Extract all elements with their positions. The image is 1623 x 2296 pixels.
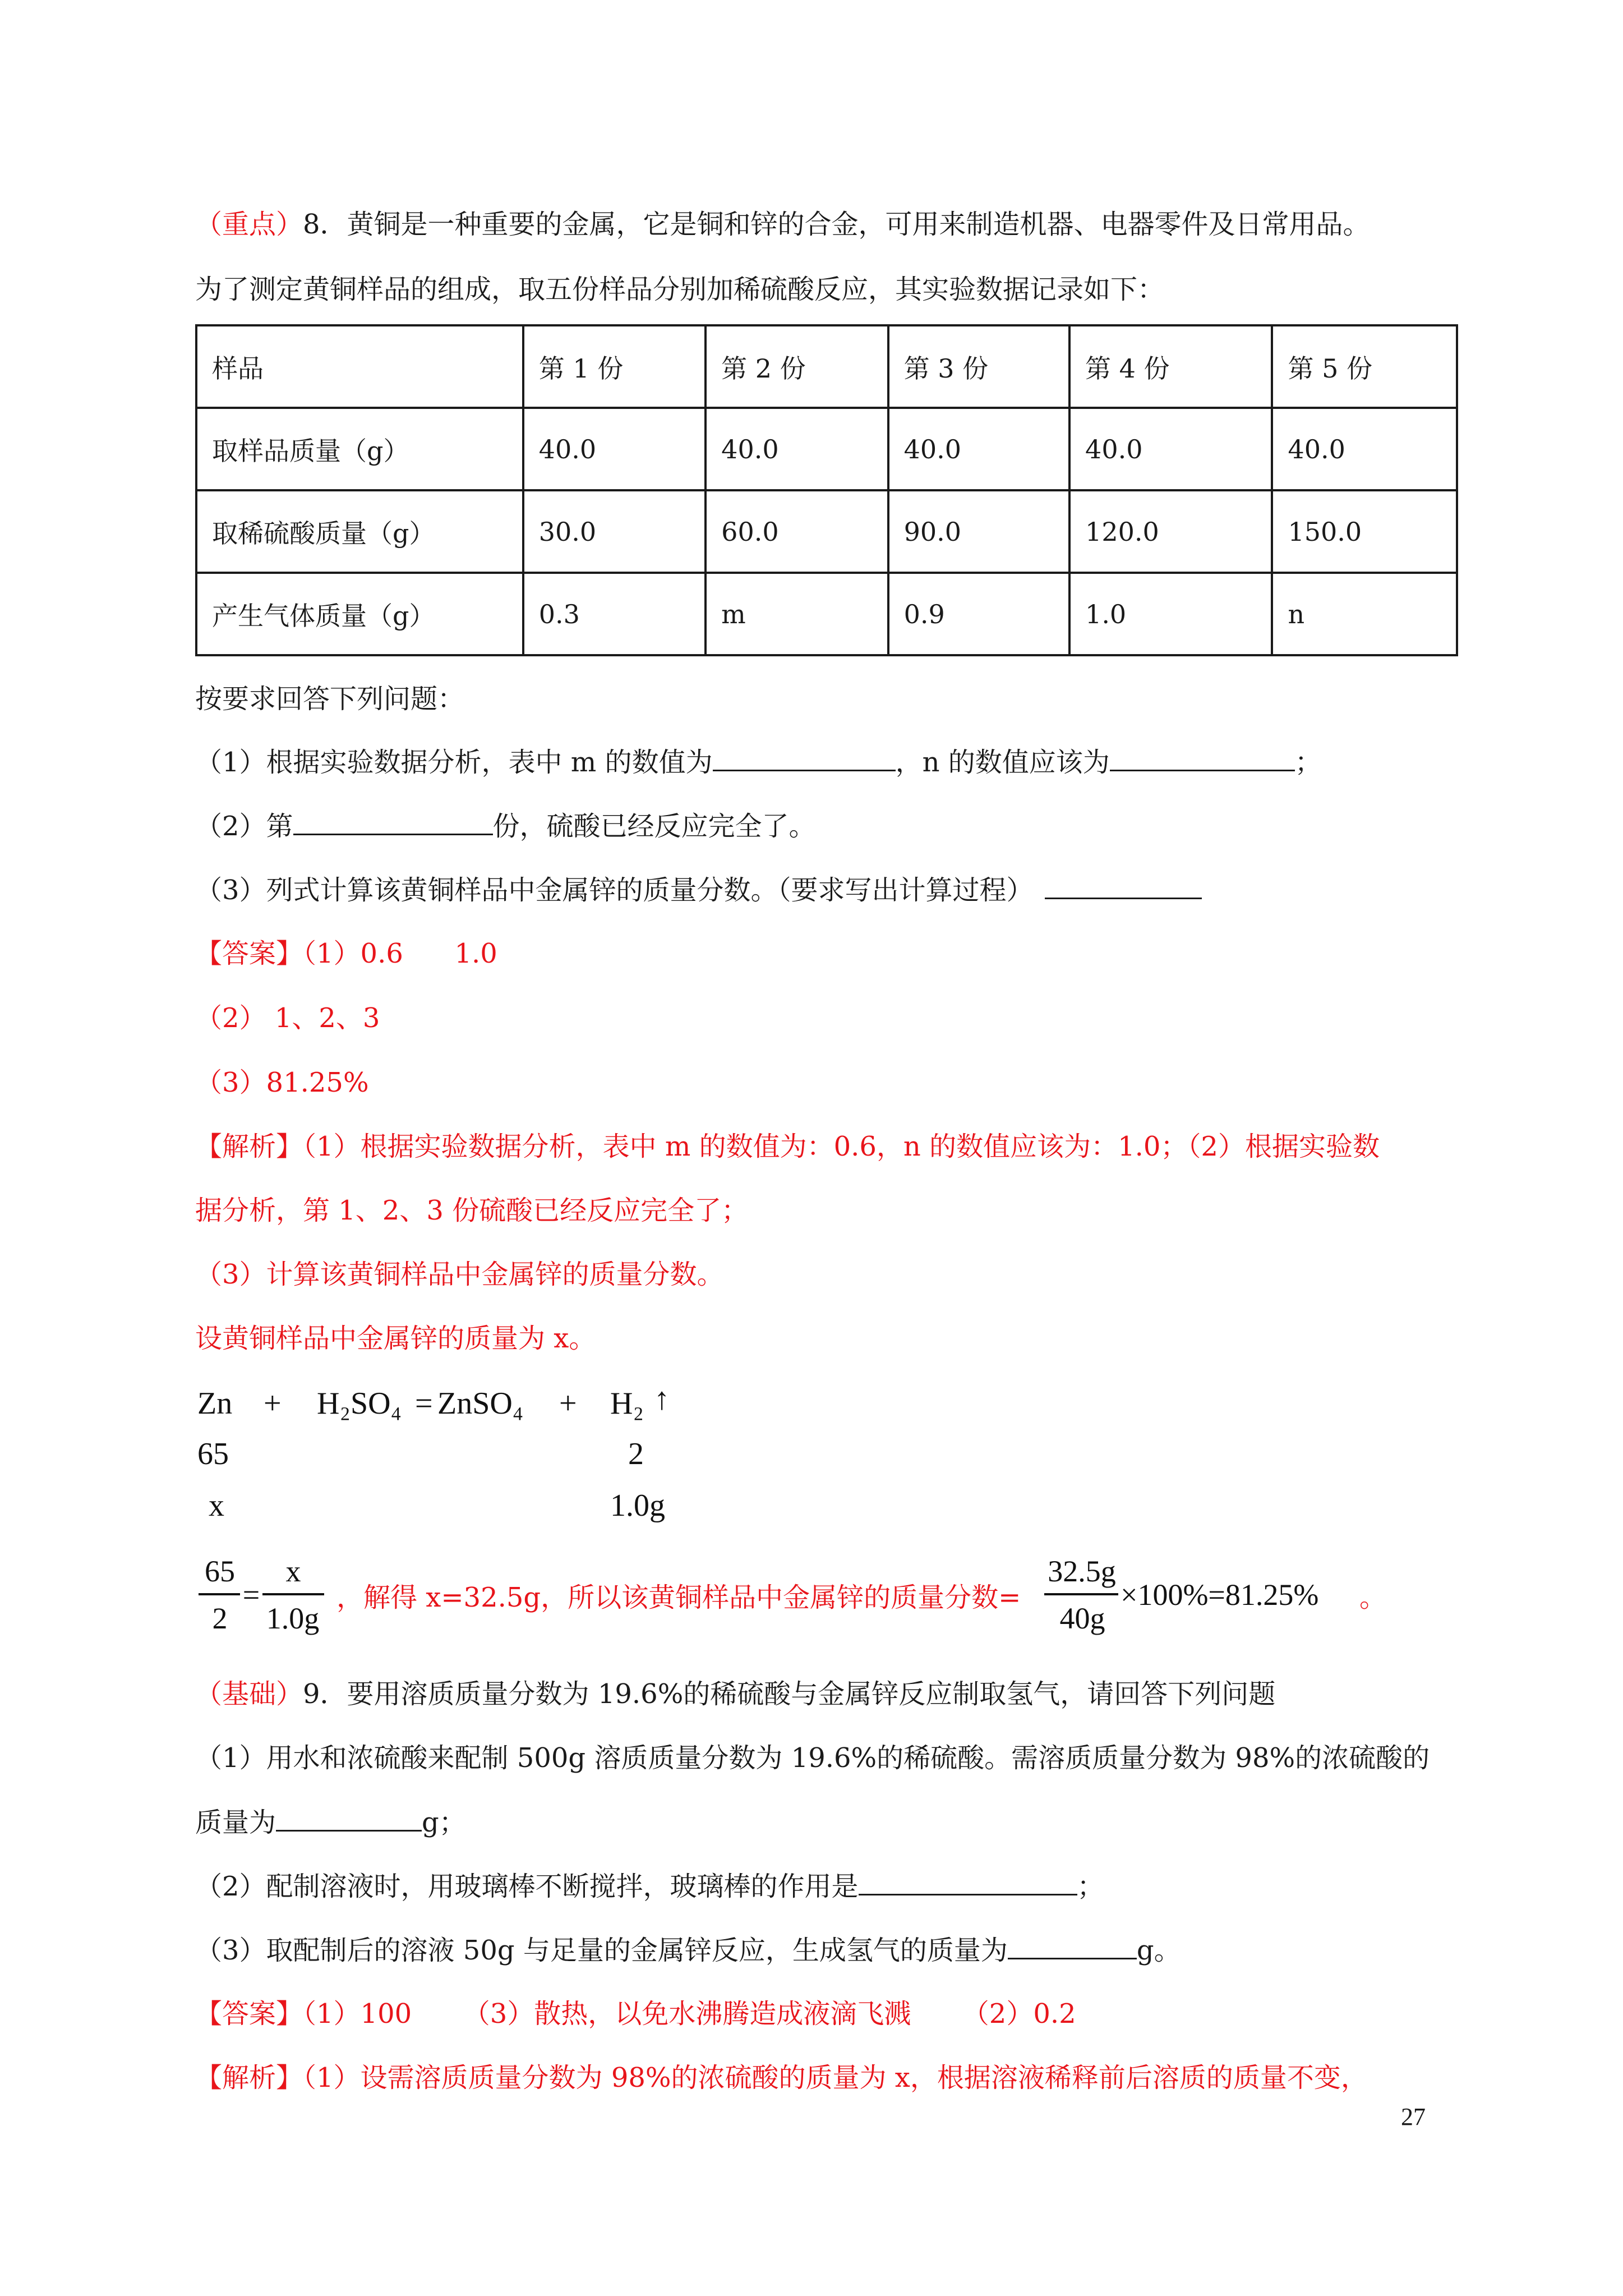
- q8-sub3-text: （3）列式计算该黄铜样品中金属锌的质量分数。（要求写出计算过程）: [195, 875, 1034, 906]
- q8-sub3: [195, 873, 1202, 907]
- table-cell: n: [1272, 573, 1457, 655]
- q9-sub1-text-c: g；: [422, 1807, 466, 1838]
- table-cell: m: [706, 573, 888, 655]
- q9-sub1-b: [195, 1805, 466, 1839]
- q8-analysis-2: 据分析，第 1、2、3 份硫酸已经反应完全了；: [195, 1195, 749, 1226]
- frac2-denominator: 1.0g: [266, 1602, 320, 1635]
- table-cell: 150.0: [1272, 490, 1457, 573]
- q9-tag: （基础）: [195, 1678, 303, 1710]
- answer-blank[interactable]: [1110, 745, 1295, 771]
- eq-plus: +: [264, 1386, 282, 1421]
- page-number: 27: [1401, 2103, 1426, 2131]
- q8-analysis-1: （1）根据实验数据分析，表中 m 的数值为：0.6，n 的数值应该为：1.0；（2）根据实验数: [303, 1131, 1380, 1162]
- gas-arrow-icon: ↑: [654, 1382, 670, 1416]
- proportion-text: ，解得 x=32.5g，所以该黄铜样品中金属锌的质量分数=: [336, 1582, 1021, 1613]
- frac-equals: =: [242, 1578, 260, 1612]
- q8-analysis-line1: [195, 1130, 1380, 1163]
- fraction-bar: [262, 1593, 324, 1595]
- table-cell: 样品: [196, 325, 523, 408]
- frac2-numerator: x: [285, 1554, 301, 1588]
- table-cell: 40.0: [1069, 408, 1272, 490]
- table-row: [196, 408, 1457, 490]
- fraction-bar: [199, 1593, 240, 1595]
- eq-h2so4: H₂SO₄: [317, 1386, 402, 1421]
- table-cell: 第 3 份: [888, 325, 1069, 408]
- q8-answer-2: （2） 1、2、3: [195, 1002, 380, 1034]
- proportion-end: 。: [1359, 1582, 1387, 1613]
- answer-blank[interactable]: [859, 1869, 1077, 1895]
- answer-tag: 【答案】: [195, 1998, 303, 2030]
- answer-blank[interactable]: [276, 1805, 422, 1832]
- table-row: [196, 573, 1457, 655]
- q9-sub1-text-b: 质量为: [195, 1807, 276, 1838]
- frac1-denominator: 2: [212, 1602, 228, 1635]
- eq-h2: H₂: [610, 1386, 644, 1421]
- eq-molar-zn: 65: [197, 1437, 229, 1471]
- table-cell: 90.0: [888, 490, 1069, 573]
- q8-stem-1: 8．黄铜是一种重要的金属，它是铜和锌的合金，可用来制造机器、电器零件及日常用品。: [303, 209, 1370, 240]
- q9-stem: 9．要用溶质质量分数为 19.6%的稀硫酸与金属锌反应制取氢气，请回答下列问题: [303, 1678, 1276, 1710]
- frac1-numerator: 65: [205, 1554, 235, 1588]
- q8-line1: [195, 208, 1370, 241]
- q9-answer: [195, 1997, 1076, 2031]
- q8-sub2: [195, 809, 816, 843]
- answer-blank[interactable]: [713, 745, 896, 771]
- analysis-tag: 【解析】: [195, 2062, 303, 2093]
- table-cell: 1.0: [1069, 573, 1272, 655]
- q9-analysis: [195, 2061, 1368, 2095]
- experiment-table: [195, 324, 1458, 656]
- q8-prompt: 按要求回答下列问题：: [195, 683, 465, 715]
- q8-sub1-text-c: ；: [1294, 747, 1322, 778]
- q8-sub2-text-b: 份，硫酸已经反应完全了。: [492, 811, 816, 842]
- eq-unknown-x: x: [209, 1488, 224, 1523]
- q9-line1: [195, 1677, 1275, 1711]
- eq-plus: +: [559, 1386, 577, 1421]
- answer-blank[interactable]: [293, 809, 493, 835]
- table-cell: 60.0: [706, 490, 888, 573]
- q9-sub3-text-a: （3）取配制后的溶液 50g 与足量的金属锌反应，生成氢气的质量为: [195, 1935, 1008, 1966]
- table-row: [196, 490, 1457, 573]
- eq-znso4: ZnSO₄: [437, 1386, 524, 1421]
- table-cell: 30.0: [523, 490, 706, 573]
- frac3-denominator: 40g: [1059, 1602, 1105, 1635]
- q9-sub3: [195, 1933, 1181, 1967]
- answer-blank[interactable]: [1008, 1933, 1137, 1959]
- q8-sub2-text-a: （2）第: [195, 811, 293, 842]
- q9-sub1-a: （1）用水和浓硫酸来配制 500g 溶质质量分数为 19.6%的稀硫酸。需溶质质量分数为 98%的浓硫酸的: [195, 1742, 1430, 1774]
- q8-analysis-3: （3）计算该黄铜样品中金属锌的质量分数。: [195, 1259, 724, 1290]
- q8-sub1-text-b: ，n 的数值应该为: [895, 747, 1110, 778]
- q8-tag: （重点）: [195, 209, 303, 240]
- q8-answer-1: （1）0.6 1.0: [303, 938, 497, 969]
- table-cell: 取样品质量（g）: [196, 408, 523, 490]
- table-cell: 40.0: [888, 408, 1069, 490]
- q8-analysis-4: 设黄铜样品中金属锌的质量为 x。: [195, 1323, 596, 1354]
- q9-sub2-text-a: （2）配制溶液时，用玻璃棒不断搅拌，玻璃棒的作用是: [195, 1871, 859, 1902]
- q8-answer-line1: [195, 937, 497, 970]
- fraction-bar: [1044, 1593, 1118, 1595]
- table-cell: 40.0: [1272, 408, 1457, 490]
- answer-blank[interactable]: [1045, 873, 1202, 899]
- q8-line2: 为了测定黄铜样品的组成，取五份样品分别加稀硫酸反应，其实验数据记录如下：: [195, 274, 1165, 305]
- q8-sub1: [195, 745, 1322, 779]
- q9-analysis-text: （1）设需溶质质量分数为 98%的浓硫酸的质量为 x，根据溶液稀释前后溶质的质量不变，: [303, 2062, 1368, 2093]
- q9-sub2: [195, 1869, 1104, 1903]
- table-cell: 40.0: [706, 408, 888, 490]
- q9-answer-text: （1）100 （3）散热，以免水沸腾造成液滴飞溅 （2）0.2: [303, 1998, 1076, 2030]
- frac3-numerator: 32.5g: [1048, 1554, 1116, 1588]
- eq-mass-h2: 1.0g: [610, 1488, 665, 1523]
- q8-sub1-text-a: （1）根据实验数据分析，表中 m 的数值为: [195, 747, 713, 778]
- table-header-row: [196, 325, 1457, 408]
- table-cell: 0.3: [523, 573, 706, 655]
- q8-answer-3: （3）81.25%: [195, 1067, 369, 1098]
- table-cell: 120.0: [1069, 490, 1272, 573]
- answer-tag: 【答案】: [195, 938, 303, 969]
- table-cell: 40.0: [523, 408, 706, 490]
- table-cell: 第 1 份: [523, 325, 706, 408]
- percentage-result: ×100%=81.25%: [1121, 1578, 1319, 1612]
- eq-molar-h2: 2: [628, 1437, 644, 1471]
- table-cell: 第 4 份: [1069, 325, 1272, 408]
- table-cell: 0.9: [888, 573, 1069, 655]
- table-cell: 第 5 份: [1272, 325, 1457, 408]
- eq-equals: =: [415, 1386, 433, 1421]
- q9-sub2-text-b: ；: [1077, 1871, 1104, 1902]
- eq-zn: Zn: [197, 1386, 233, 1421]
- table-cell: 第 2 份: [706, 325, 888, 408]
- q9-sub3-text-b: g。: [1136, 1935, 1181, 1966]
- table-cell: 产生气体质量（g）: [196, 573, 523, 655]
- analysis-tag: 【解析】: [195, 1131, 303, 1162]
- table-cell: 取稀硫酸质量（g）: [196, 490, 523, 573]
